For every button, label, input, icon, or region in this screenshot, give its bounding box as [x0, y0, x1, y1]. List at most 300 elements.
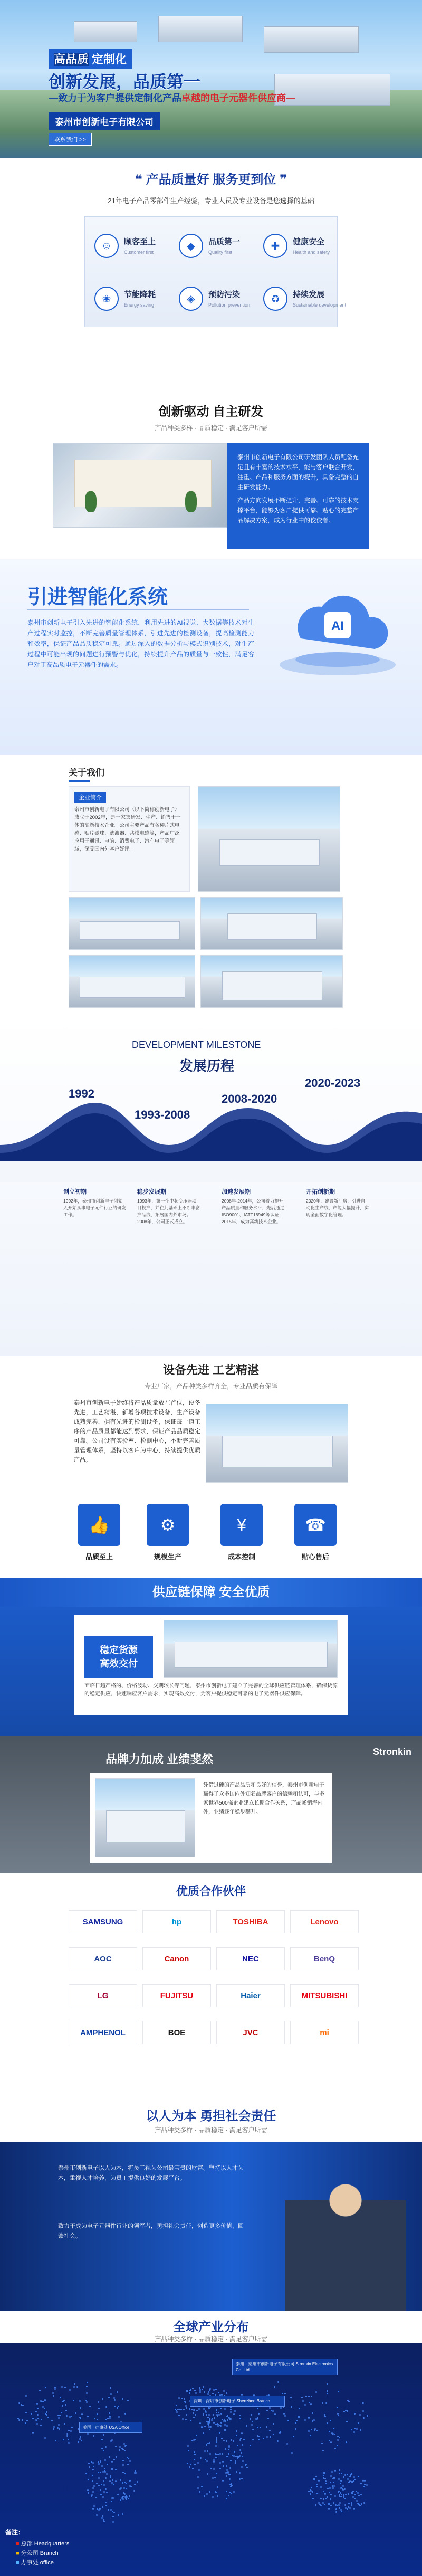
- map-dot: [215, 2389, 217, 2390]
- map-dot: [325, 2498, 327, 2499]
- map-dot: [311, 2396, 312, 2397]
- map-dot: [344, 2488, 346, 2490]
- map-dot: [323, 2477, 324, 2479]
- map-dot: [122, 2449, 124, 2450]
- map-dot: [346, 2441, 347, 2443]
- partner-logo: AMPHENOL: [69, 2021, 137, 2044]
- map-dot: [75, 2412, 76, 2414]
- map-dot: [133, 2490, 135, 2492]
- map-dot: [283, 2413, 285, 2415]
- map-dot: [110, 2440, 112, 2442]
- map-dot: [351, 2502, 352, 2504]
- map-dot: [69, 2416, 71, 2418]
- map-dot: [327, 2496, 328, 2498]
- map-dot: [66, 2433, 68, 2435]
- map-dot: [269, 2430, 271, 2431]
- feature-label: 成本控制: [227, 1553, 255, 1561]
- map-dot: [252, 2439, 254, 2440]
- partner-logo: JVC: [216, 2021, 285, 2044]
- map-dot: [209, 2442, 210, 2444]
- map-dot: [68, 2439, 69, 2440]
- partner-logo: SAMSUNG: [69, 1910, 137, 1933]
- map-dot: [328, 2508, 330, 2510]
- map-dot: [222, 2453, 223, 2455]
- map-dot: [111, 2497, 113, 2499]
- map-dot: [354, 2479, 356, 2480]
- map-dot: [196, 2410, 198, 2411]
- contact-button[interactable]: 联系我们 >>: [49, 133, 92, 146]
- map-dot: [215, 2491, 216, 2493]
- hero-headline: 创新发展，品质第一: [49, 72, 201, 91]
- map-dot: [239, 2455, 241, 2457]
- map-dot: [226, 2392, 227, 2394]
- map-dot: [207, 2423, 209, 2425]
- map-dot: [36, 2420, 37, 2421]
- map-dot: [32, 2418, 34, 2419]
- map-dot: [36, 2423, 38, 2425]
- map-dot: [236, 2430, 237, 2432]
- map-dot: [58, 2424, 60, 2426]
- map-dot: [127, 2400, 129, 2401]
- map-dot: [102, 2496, 104, 2498]
- map-dot: [73, 2400, 74, 2401]
- map-dot: [322, 2502, 324, 2504]
- map-dot: [338, 2391, 339, 2392]
- map-dot: [187, 2463, 188, 2464]
- map-dot: [267, 2418, 269, 2419]
- factory-photo: [95, 1778, 195, 1857]
- map-dot: [189, 2408, 190, 2410]
- map-dot: [341, 2473, 342, 2474]
- building: [264, 26, 359, 53]
- map-dot: [124, 2493, 126, 2495]
- map-dot: [21, 2404, 22, 2406]
- map-dot: [311, 2487, 312, 2488]
- map-dot: [208, 2408, 210, 2409]
- map-dot: [235, 2456, 237, 2457]
- map-dot: [109, 2480, 111, 2482]
- map-dot: [87, 2416, 89, 2417]
- map-dot: [88, 2492, 89, 2494]
- map-dot: [277, 2381, 279, 2383]
- map-dot: [94, 2418, 95, 2419]
- map-dot: [242, 2460, 244, 2462]
- map-dot: [348, 2493, 349, 2495]
- factory-icon: ⚙: [147, 1504, 189, 1546]
- map-dot: [239, 2449, 241, 2451]
- map-dot: [105, 2477, 107, 2479]
- map-dot: [69, 2389, 71, 2391]
- map-dot: [198, 2469, 200, 2471]
- innovation-text: 产品方向发展不断提升，完善、可靠的技术支撑平台，能够为客户提供可靠、贴心的完整产品解决方案，成为行业中的佼佼者。: [237, 498, 359, 524]
- map-dot: [106, 2473, 108, 2475]
- divider: [27, 609, 249, 610]
- map-dot: [270, 2436, 271, 2438]
- map-dot: [62, 2401, 63, 2402]
- map-dot: [44, 2400, 46, 2401]
- map-dot: [310, 2403, 312, 2405]
- map-dot: [359, 2505, 361, 2506]
- partner-logo: NEC: [216, 1947, 285, 1970]
- map-dot: [120, 2479, 121, 2481]
- milestone-title: 发展历程: [179, 1058, 235, 1074]
- map-dot: [221, 2438, 223, 2439]
- map-dot: [218, 2414, 220, 2416]
- map-dot: [290, 2397, 292, 2398]
- map-dot: [321, 2443, 323, 2444]
- map-dot: [330, 2475, 332, 2477]
- map-dot: [348, 2401, 350, 2402]
- map-dot: [351, 2429, 352, 2430]
- map-dot: [339, 2473, 340, 2474]
- map-dot: [134, 2484, 136, 2485]
- map-dot: [327, 2383, 328, 2385]
- map-dot: [108, 2397, 110, 2398]
- map-dot: [111, 2461, 113, 2463]
- map-dot: [185, 2405, 187, 2407]
- map-dot: [37, 2408, 39, 2409]
- map-dot: [87, 2489, 89, 2491]
- map-dot: [123, 2487, 125, 2489]
- map-dot: [331, 2471, 333, 2473]
- map-dot: [116, 2456, 117, 2458]
- map-dot: [272, 2410, 274, 2412]
- map-dot: [291, 2406, 292, 2408]
- map-dot: [18, 2419, 20, 2421]
- map-dot: [202, 2389, 203, 2390]
- year-label: 2008-2020: [222, 1092, 277, 1105]
- map-dot: [246, 2425, 247, 2427]
- map-dot: [53, 2426, 55, 2428]
- map-dot: [192, 2468, 194, 2469]
- map-dot: [196, 2435, 197, 2436]
- map-dot: [209, 2429, 210, 2430]
- map-dot: [351, 2504, 352, 2506]
- map-dot: [360, 2483, 362, 2484]
- partners-section: [0, 1873, 422, 2095]
- map-dot: [122, 2498, 124, 2500]
- map-dot: [293, 2436, 294, 2437]
- map-dot: [92, 2480, 93, 2482]
- map-dot: [126, 2498, 127, 2500]
- partner-logo: FUJITSU: [142, 1984, 211, 2007]
- map-dot: [124, 2445, 126, 2447]
- map-dot: [322, 2402, 323, 2404]
- map-dot: [230, 2460, 232, 2461]
- map-dot: [52, 2392, 54, 2394]
- map-dot: [228, 2449, 229, 2450]
- map-dot: [81, 2413, 83, 2415]
- map-dot: [110, 2477, 111, 2478]
- map-dot: [333, 2428, 334, 2429]
- map-dot: [339, 2469, 340, 2471]
- map-dot: [182, 2418, 184, 2420]
- map-dot: [211, 2419, 213, 2421]
- map-dot: [128, 2498, 129, 2499]
- partner-logo: BenQ: [290, 1947, 359, 1970]
- map-dot: [64, 2387, 66, 2388]
- map-dot: [98, 2477, 100, 2479]
- map-dot: [313, 2419, 315, 2421]
- location-note: 深圳 · 深圳市创新电子 Shenzhen Branch: [190, 2396, 285, 2407]
- map-dot: [71, 2427, 73, 2428]
- map-dot: [256, 2418, 258, 2420]
- map-dot: [81, 2440, 82, 2441]
- map-dot: [86, 2392, 88, 2394]
- map-dot: [119, 2449, 120, 2451]
- map-dot: [207, 2473, 208, 2475]
- world-map: [0, 2343, 422, 2543]
- map-dot: [113, 2459, 115, 2460]
- map-dot: [349, 2507, 351, 2509]
- map-dot: [338, 2491, 340, 2492]
- map-dot: [80, 2436, 81, 2438]
- map-dot: [356, 2428, 358, 2430]
- hero-tagline: —致力于为客户提供定制化产品卓越的电子元器件供应商—: [49, 93, 295, 103]
- map-dot: [330, 2494, 332, 2495]
- map-dot: [222, 2480, 224, 2482]
- map-dot: [353, 2508, 355, 2510]
- map-dot: [26, 2420, 28, 2421]
- equip-text: 泰州市创新电子始终将产品质量放在首位，设备先进，工艺精湛，新增各项技术设备，生产设备成熟完善，拥有先进的检测设备，保证每一道工序的产品质量都能达到要求，保证产品品质稳定可靠。公司设有实验室、检测中心，不断完善质量管理体系，坚持以客户为中心，持续提供优质产品。: [74, 1400, 200, 1463]
- map-dot: [246, 2467, 248, 2468]
- map-dot: [219, 2468, 221, 2469]
- map-dot: [342, 2488, 343, 2490]
- map-dot: [212, 2393, 214, 2394]
- map-dot: [274, 2413, 276, 2415]
- map-dot: [114, 2399, 116, 2401]
- about-label: 企业简介: [74, 792, 106, 803]
- partner-logo: AOC: [69, 1947, 137, 1970]
- map-dot: [341, 2511, 342, 2512]
- map-dot: [239, 2478, 241, 2480]
- map-dot: [44, 2437, 46, 2439]
- map-dot: [135, 2472, 137, 2474]
- map-dot: [87, 2433, 89, 2435]
- map-dot: [207, 2443, 209, 2444]
- map-dot: [312, 2412, 313, 2414]
- map-dot: [354, 2494, 356, 2495]
- map-dot: [130, 2486, 132, 2487]
- map-dot: [258, 2436, 260, 2437]
- map-dot: [234, 2451, 235, 2453]
- map-dot: [206, 2444, 207, 2446]
- map-dot: [324, 2416, 326, 2417]
- map-dot: [220, 2408, 222, 2409]
- map-dot: [115, 2446, 117, 2447]
- map-dot: [347, 2478, 349, 2480]
- map-dot: [228, 2453, 229, 2455]
- map-dot: [226, 2456, 228, 2457]
- map-dot: [304, 2419, 306, 2421]
- partner-logo: hp: [142, 1910, 211, 1933]
- map-dot: [178, 2397, 180, 2399]
- map-dot: [362, 2410, 364, 2412]
- map-dot: [201, 2486, 203, 2487]
- map-dot: [109, 2412, 110, 2414]
- map-dot: [323, 2491, 324, 2492]
- brand-title: 品牌力加成 业绩斐然: [106, 1753, 214, 1766]
- map-dot: [273, 2423, 274, 2425]
- map-dot: [185, 2402, 186, 2403]
- map-dot: [103, 2521, 105, 2522]
- map-dot: [214, 2477, 216, 2478]
- map-dot: [329, 2492, 330, 2493]
- map-dot: [334, 2448, 336, 2449]
- brand-card: [90, 1773, 332, 1863]
- map-dot: [203, 2408, 205, 2410]
- map-dot: [97, 2413, 98, 2415]
- partner-logo: Lenovo: [290, 1910, 359, 1933]
- map-dot: [308, 2491, 310, 2492]
- map-dot: [324, 2472, 325, 2474]
- partner-logo: mi: [290, 2021, 359, 2044]
- map-dot: [231, 2439, 232, 2441]
- map-dot: [337, 2407, 338, 2408]
- quality-title: ❝ 产品质量好 服务更到位 ❞: [135, 173, 287, 187]
- map-dot: [241, 2452, 242, 2454]
- map-dot: [219, 2462, 221, 2464]
- supply-card: [74, 1615, 348, 1715]
- shield-icon: ✚: [263, 234, 287, 258]
- map-dot: [62, 2405, 63, 2407]
- map-dot: [324, 2414, 325, 2416]
- map-dot: [327, 2393, 328, 2394]
- map-dot: [257, 2408, 258, 2409]
- map-dot: [329, 2503, 330, 2505]
- map-dot: [105, 2502, 107, 2503]
- map-dot: [112, 2516, 114, 2517]
- map-dot: [42, 2401, 44, 2402]
- map-dot: [316, 2486, 318, 2487]
- map-dot: [68, 2430, 70, 2431]
- map-dot: [215, 2457, 217, 2458]
- map-dot: [176, 2411, 178, 2413]
- map-dot: [354, 2413, 356, 2415]
- map-dot: [241, 2478, 243, 2479]
- map-dot: [54, 2388, 56, 2390]
- map-dot: [217, 2454, 219, 2455]
- map-dot: [228, 2495, 229, 2496]
- map-dot: [98, 2472, 99, 2473]
- map-dot: [337, 2439, 339, 2441]
- map-dot: [269, 2407, 271, 2409]
- map-dot: [351, 2473, 352, 2474]
- map-dot: [86, 2401, 88, 2403]
- quality-section: [0, 158, 422, 380]
- ai-section: [0, 559, 422, 755]
- milestone-item: 创立初期 1992年，泰州市创新电子创始人开始从事电子元件行业的研发工作。: [63, 1189, 127, 1217]
- map-dot: [231, 2493, 232, 2494]
- milestone-item: 开拓创新期 2020年，建设新厂房，引进自动化生产线，产能大幅提升，实现全面数字化管理。: [306, 1189, 369, 1217]
- map-dot: [203, 2414, 204, 2416]
- year-label: 1993-2008: [135, 1108, 190, 1121]
- map-dot: [216, 2412, 217, 2413]
- map-dot: [203, 2432, 204, 2434]
- map-dot: [36, 2403, 38, 2405]
- map-dot: [118, 2416, 120, 2418]
- map-dot: [188, 2450, 189, 2451]
- map-dot: [42, 2406, 44, 2408]
- map-dot: [124, 2473, 126, 2474]
- map-dot: [103, 2491, 105, 2493]
- quality-item: ◈ 预防污染 Pollution prevention: [169, 275, 264, 322]
- brand-logo: Stronkin: [372, 1747, 411, 1757]
- map-dot: [216, 2441, 217, 2443]
- map-dot: [113, 2397, 115, 2399]
- map-dot: [204, 2495, 205, 2497]
- map-dot: [123, 2443, 125, 2445]
- map-dot: [277, 2440, 279, 2442]
- office-photo: [53, 443, 232, 528]
- map-dot: [122, 2513, 123, 2515]
- map-dot: [257, 2427, 258, 2428]
- map-dot: [46, 2414, 47, 2416]
- map-dot: [98, 2401, 99, 2403]
- map-dot: [194, 2459, 195, 2460]
- map-dot: [213, 2461, 215, 2463]
- map-dot: [200, 2457, 202, 2459]
- map-dot: [197, 2476, 199, 2478]
- resp-text: 致力于成为电子元器件行业的领军者，勇担社会责任，创造更多价值，回馈社会。: [58, 2223, 244, 2239]
- map-dot: [338, 2478, 340, 2480]
- map-dot: [100, 2489, 101, 2491]
- innovation-panel: [227, 443, 369, 549]
- map-dot: [109, 2417, 111, 2419]
- lab-photo: [0, 2142, 422, 2311]
- map-dot: [73, 2386, 75, 2388]
- map-dot: [93, 2466, 94, 2467]
- map-dot: [129, 2495, 130, 2497]
- resp-text: 泰州市创新电子以人为本，将员工视为公司最宝贵的财富。坚持以人才为本，重视人才培养，为员工提供良好的发展平台。: [58, 2165, 244, 2181]
- map-dot: [230, 2409, 232, 2410]
- factory-photo: [69, 955, 195, 1008]
- map-dot: [226, 2440, 227, 2442]
- map-dot: [197, 2487, 199, 2489]
- map-dot: [88, 2479, 89, 2480]
- map-dot: [47, 2417, 49, 2418]
- map-dot: [117, 2391, 118, 2393]
- map-dot: [299, 2408, 300, 2409]
- map-dot: [218, 2392, 219, 2393]
- map-dot: [68, 2442, 70, 2444]
- map-dot: [76, 2386, 78, 2388]
- map-dot: [296, 2420, 298, 2421]
- map-dot: [235, 2462, 236, 2464]
- map-dot: [358, 2495, 360, 2496]
- map-dot: [209, 2389, 210, 2391]
- map-dot: [65, 2404, 66, 2406]
- map-dot: [364, 2480, 366, 2482]
- quality-grid: [84, 216, 347, 327]
- map-dot: [252, 2429, 254, 2430]
- map-dot: [137, 2481, 138, 2483]
- map-dot: [92, 2508, 94, 2510]
- map-dot: [103, 2484, 105, 2486]
- map-dot: [263, 2438, 264, 2439]
- partner-logo: Haier: [216, 1984, 285, 2007]
- map-dot: [224, 2424, 226, 2426]
- map-dot: [126, 2483, 127, 2484]
- map-dot: [41, 2419, 42, 2420]
- map-dot: [112, 2479, 113, 2481]
- map-dot: [206, 2460, 208, 2462]
- map-dot: [348, 2506, 349, 2508]
- drop-icon: ◈: [179, 287, 203, 311]
- map-dot: [103, 2480, 104, 2482]
- map-dot: [320, 2505, 322, 2506]
- map-dot: [343, 2476, 344, 2478]
